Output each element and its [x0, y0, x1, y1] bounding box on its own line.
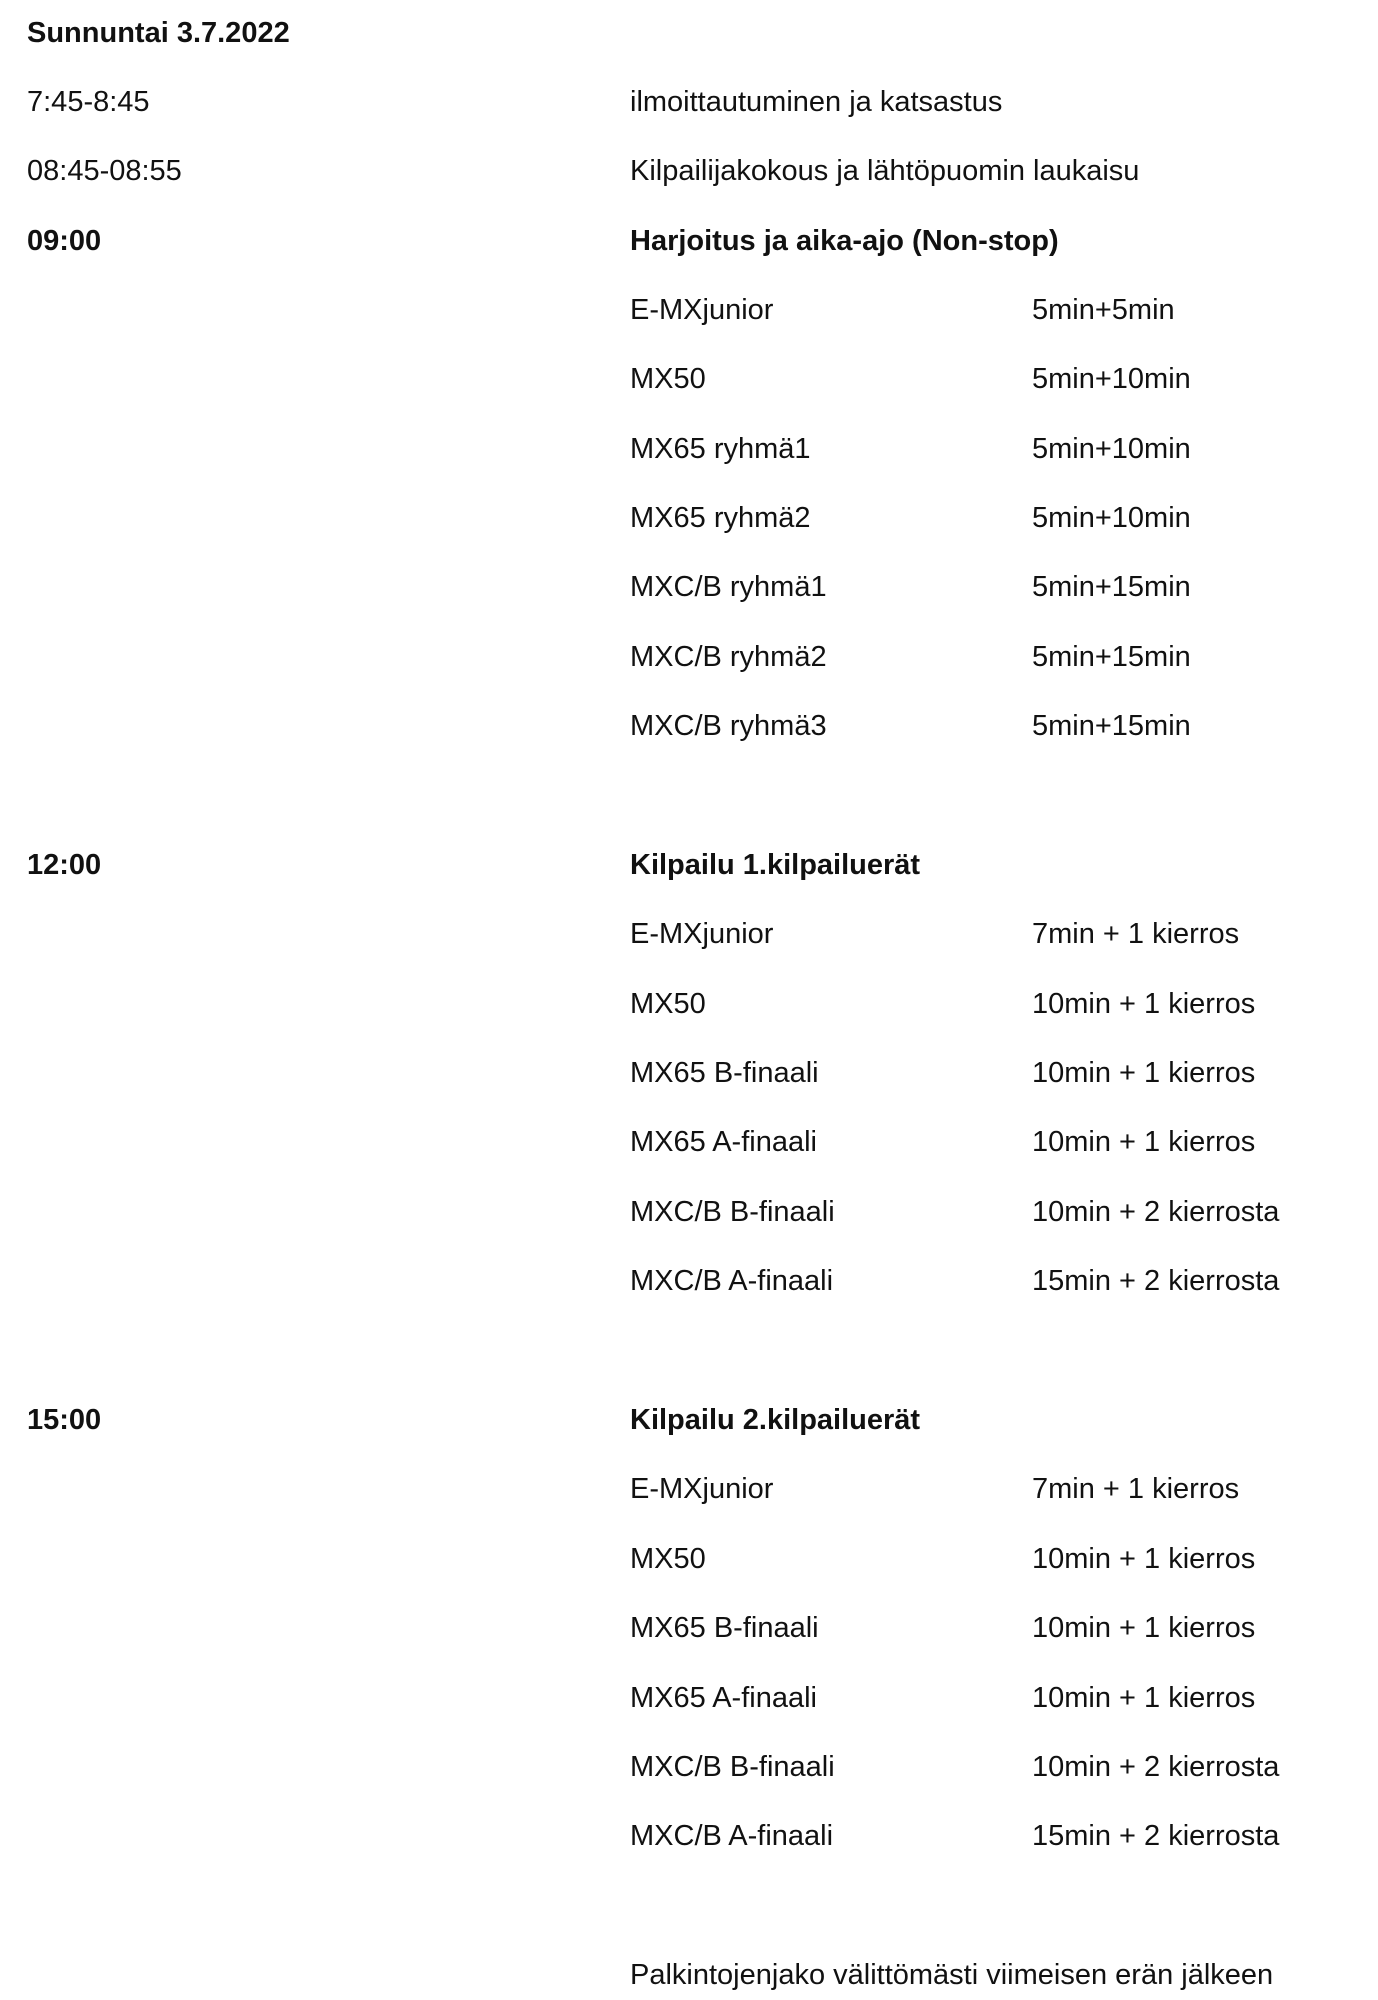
- schedule-class: MXC/B ryhmä2: [630, 641, 827, 673]
- schedule-class: MXC/B A-finaali: [630, 1265, 834, 1297]
- intro-text: Kilpailijakokous ja lähtöpuomin laukaisu: [630, 155, 1140, 187]
- schedule-class: MXC/B B-finaali: [630, 1751, 835, 1783]
- schedule-class: MX65 A-finaali: [630, 1682, 817, 1714]
- schedule-class: E-MXjunior: [630, 918, 774, 950]
- schedule-class: E-MXjunior: [630, 294, 774, 326]
- schedule-duration: 5min+10min: [1032, 502, 1191, 534]
- section-time: 15:00: [27, 1404, 102, 1436]
- schedule-duration: 10min + 2 kierrosta: [1032, 1196, 1280, 1228]
- schedule-duration: 10min + 1 kierros: [1032, 1543, 1256, 1575]
- schedule-duration: 5min+15min: [1032, 710, 1191, 742]
- schedule-duration: 10min + 1 kierros: [1032, 1126, 1256, 1158]
- schedule-class: MX50: [630, 988, 706, 1020]
- page-title: Sunnuntai 3.7.2022: [27, 17, 290, 49]
- schedule-duration: 5min+5min: [1032, 294, 1175, 326]
- schedule-duration: 5min+15min: [1032, 641, 1191, 673]
- schedule-class: MXC/B ryhmä3: [630, 710, 827, 742]
- schedule-class: MX50: [630, 363, 706, 395]
- section-title: Kilpailu 1.kilpailuerät: [630, 849, 921, 881]
- schedule-class: MXC/B A-finaali: [630, 1820, 834, 1852]
- schedule-class: MX50: [630, 1543, 706, 1575]
- schedule-duration: 10min + 1 kierros: [1032, 988, 1256, 1020]
- footer-note: Palkintojenjako välittömästi viimeisen erän jälkeen: [630, 1959, 1274, 1991]
- intro-time: 08:45-08:55: [27, 155, 182, 187]
- intro-time: 7:45-8:45: [27, 86, 150, 118]
- schedule-class: MX65 B-finaali: [630, 1057, 819, 1089]
- schedule-duration: 10min + 1 kierros: [1032, 1682, 1256, 1714]
- schedule-class: MX65 ryhmä2: [630, 502, 811, 534]
- section-time: 09:00: [27, 225, 102, 257]
- schedule-duration: 7min + 1 kierros: [1032, 1473, 1240, 1505]
- schedule-class: E-MXjunior: [630, 1473, 774, 1505]
- schedule-duration: 10min + 1 kierros: [1032, 1057, 1256, 1089]
- schedule-duration: 15min + 2 kierrosta: [1032, 1820, 1280, 1852]
- schedule-class: MXC/B ryhmä1: [630, 571, 827, 603]
- section-title: Harjoitus ja aika-ajo (Non-stop): [630, 225, 1059, 257]
- schedule-duration: 10min + 2 kierrosta: [1032, 1751, 1280, 1783]
- schedule-class: MX65 ryhmä1: [630, 433, 811, 465]
- schedule-class: MX65 B-finaali: [630, 1612, 819, 1644]
- schedule-duration: 10min + 1 kierros: [1032, 1612, 1256, 1644]
- schedule-class: MX65 A-finaali: [630, 1126, 817, 1158]
- intro-text: ilmoittautuminen ja katsastus: [630, 86, 1003, 118]
- schedule-duration: 5min+10min: [1032, 433, 1191, 465]
- schedule-duration: 15min + 2 kierrosta: [1032, 1265, 1280, 1297]
- section-title: Kilpailu 2.kilpailuerät: [630, 1404, 921, 1436]
- schedule-duration: 5min+10min: [1032, 363, 1191, 395]
- schedule-duration: 5min+15min: [1032, 571, 1191, 603]
- section-time: 12:00: [27, 849, 102, 881]
- schedule-class: MXC/B B-finaali: [630, 1196, 835, 1228]
- schedule-duration: 7min + 1 kierros: [1032, 918, 1240, 950]
